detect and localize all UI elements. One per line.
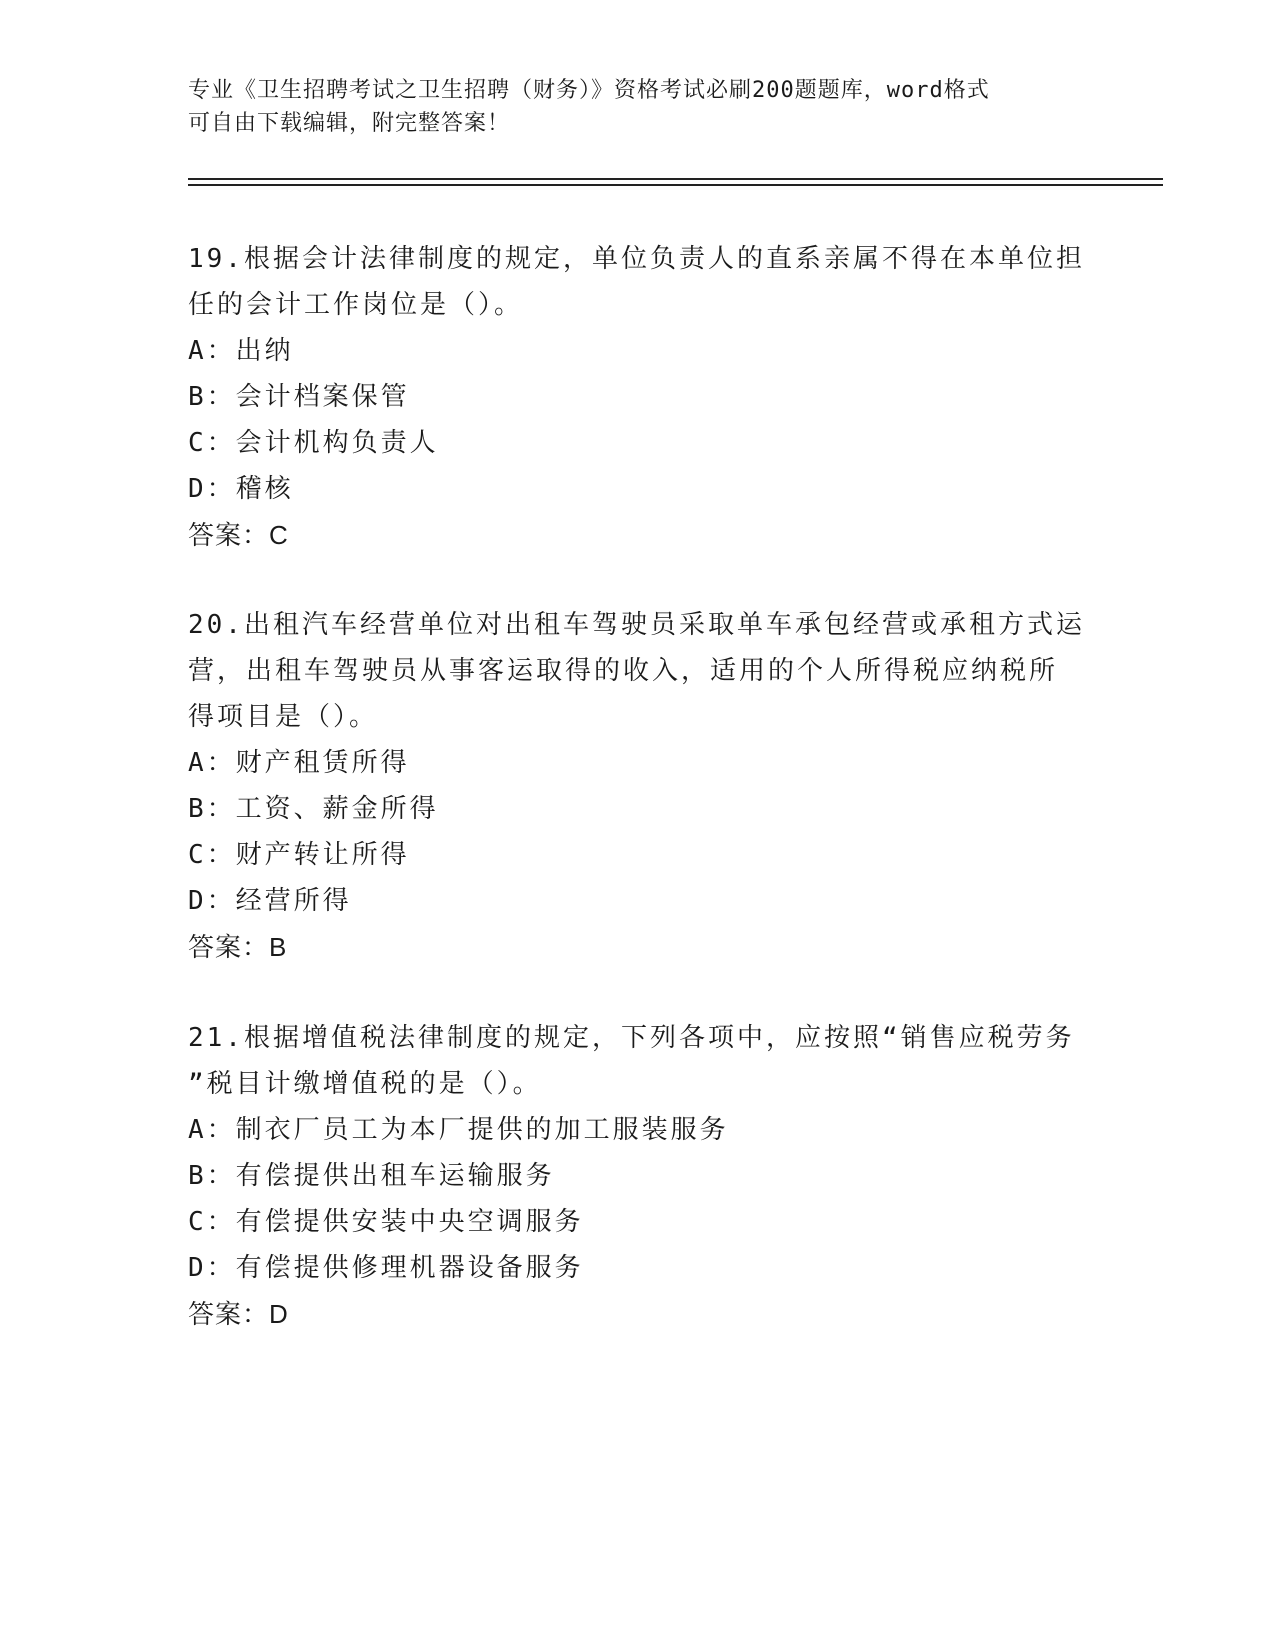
option-b: B：工资、薪金所得 (188, 794, 439, 824)
question-20 (188, 602, 1088, 970)
document-header (188, 74, 1068, 140)
option-a: A：出纳 (188, 336, 294, 366)
question-21 (188, 1015, 1088, 1337)
header-line-2: 可自由下载编辑，附完整答案！ (188, 111, 511, 136)
option-a: A：财产租赁所得 (188, 748, 410, 778)
option-c: C：会计机构负责人 (188, 428, 439, 458)
option-a: A：制衣厂员工为本厂提供的加工服装服务 (188, 1115, 729, 1145)
header-line-1: 专业《卫生招聘考试之卫生招聘（财务）》资格考试必刷200题题库，word格式 (188, 78, 990, 103)
question-stem-line: 21.根据增值税法律制度的规定，下列各项中，应按照“销售应税劳务 (188, 1023, 1075, 1053)
question-19 (188, 236, 1088, 558)
option-c: C：财产转让所得 (188, 840, 410, 870)
answer: 答案：D (188, 1299, 289, 1329)
question-stem-line: 19.根据会计法律制度的规定，单位负责人的直系亲属不得在本单位担 (188, 244, 1085, 274)
question-stem-line: ”税目计缴增值税的是（）。 (188, 1069, 542, 1099)
answer: 答案：C (188, 520, 289, 550)
option-d: D：有偿提供修理机器设备服务 (188, 1253, 584, 1283)
header-divider-bottom (188, 184, 1163, 186)
answer: 答案：B (188, 932, 288, 962)
question-stem-line: 得项目是（）。 (188, 702, 379, 732)
question-stem-line: 任的会计工作岗位是（）。 (188, 290, 524, 320)
question-stem (188, 602, 1088, 740)
question-stem (188, 1015, 1088, 1107)
question-stem-line: 营，出租车驾驶员从事客运取得的收入，适用的个人所得税应纳税所 (188, 656, 1059, 686)
option-d: D：稽核 (188, 474, 294, 504)
option-b: B：会计档案保管 (188, 382, 410, 412)
option-d: D：经营所得 (188, 886, 352, 916)
question-stem (188, 236, 1088, 328)
option-c: C：有偿提供安装中央空调服务 (188, 1207, 584, 1237)
option-b: B：有偿提供出租车运输服务 (188, 1161, 555, 1191)
question-stem-line: 20.出租汽车经营单位对出租车驾驶员采取单车承包经营或承租方式运 (188, 610, 1085, 640)
header-divider-top (188, 178, 1163, 180)
